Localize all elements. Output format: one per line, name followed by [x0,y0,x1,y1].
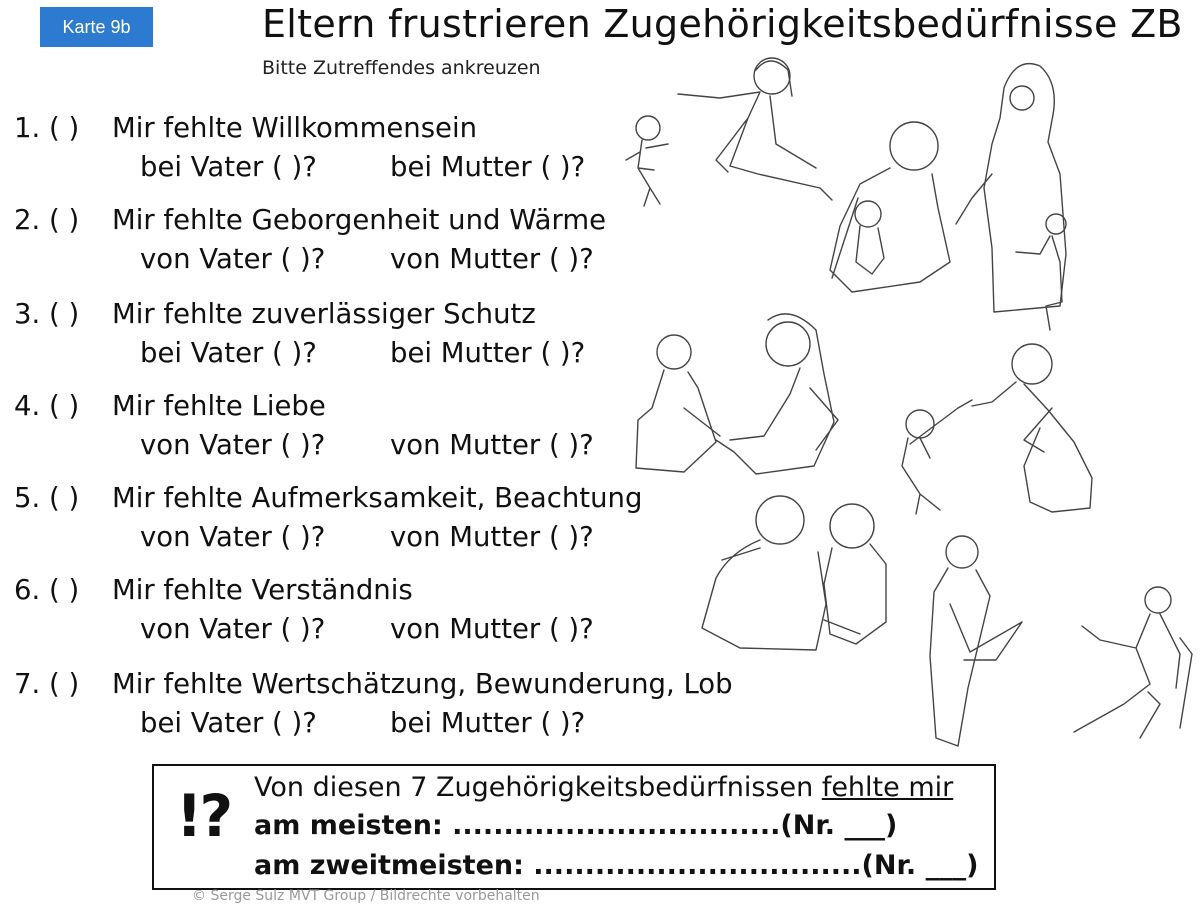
item-text: Mir fehlte Verständnis [112,574,413,606]
seated-man-drawing [1074,587,1192,738]
list-item [14,112,585,183]
copyright-footer: © Serge Sulz MVT Group / Bildrechte vorbehalten [192,888,540,904]
mother-option[interactable]: von Mutter ( )? [390,613,594,645]
mother-option[interactable]: von Mutter ( )? [390,521,594,553]
summary-most-field[interactable]: am meisten: ................................(Nr. ___) [254,810,898,841]
list-item [14,574,594,645]
item-number[interactable]: 2. ( ) [14,204,80,236]
man-reading-drawing [930,536,1022,746]
list-item [14,204,606,275]
summary-line-1-underlined: fehlte mir [821,772,954,803]
summary-box [152,764,996,890]
mother-option[interactable]: von Mutter ( )? [390,429,594,461]
list-item [14,298,585,369]
list-item [14,390,594,461]
item-number[interactable]: 7. ( ) [14,668,80,700]
item-number[interactable]: 6. ( ) [14,574,80,606]
summary-second-most-field[interactable]: am zweitmeisten: ................................(Nr. ___) [254,850,979,881]
item-number[interactable]: 3. ( ) [14,298,80,330]
mother-option[interactable]: von Mutter ( )? [390,243,594,275]
father-option[interactable]: von Vater ( )? [140,243,326,275]
father-option[interactable]: von Vater ( )? [140,613,326,645]
father-option[interactable]: bei Vater ( )? [140,151,317,183]
summary-line-1-text: Von diesen 7 Zugehörigkeitsbedürfnissen [254,772,822,803]
line-drawing-icon [620,48,1200,758]
summary-line-1 [254,772,953,803]
father-option[interactable]: von Vater ( )? [140,521,326,553]
father-option[interactable]: bei Vater ( )? [140,707,317,739]
item-text: Mir fehlte Geborgenheit und Wärme [112,204,607,236]
mother-son-hands-drawing [636,314,838,474]
father-baby-drawing [830,122,950,292]
father-option[interactable]: von Vater ( )? [140,429,326,461]
mother-toddler-drawing [626,58,832,206]
page-title: Eltern frustrieren Zugehörigkeitsbedürfnisse ZB [262,2,1183,46]
exclamation-question-icon: !? [176,782,231,850]
mother-option[interactable]: bei Mutter ( )? [390,707,586,739]
mother-option[interactable]: bei Mutter ( )? [390,151,586,183]
mother-child-standing-drawing [956,64,1066,330]
item-number[interactable]: 5. ( ) [14,482,80,514]
father-option[interactable]: bei Vater ( )? [140,337,317,369]
list-item [14,482,642,553]
father-toddler-hands-drawing [902,344,1092,514]
item-text: Mir fehlte Aufmerksamkeit, Beachtung [112,482,643,514]
item-text: Mir fehlte Willkommensein [112,112,478,144]
card-badge: Karte 9b [40,7,153,47]
item-number[interactable]: 1. ( ) [14,112,80,144]
page-subtitle: Bitte Zutreffendes ankreuzen [262,57,541,79]
item-text: Mir fehlte zuverlässiger Schutz [112,298,536,330]
item-number[interactable]: 4. ( ) [14,390,80,422]
mother-option[interactable]: bei Mutter ( )? [390,337,586,369]
item-text: Mir fehlte Wertschätzung, Bewunderung, Lob [112,668,733,700]
item-text: Mir fehlte Liebe [112,390,326,422]
couple-drawing [702,496,886,650]
